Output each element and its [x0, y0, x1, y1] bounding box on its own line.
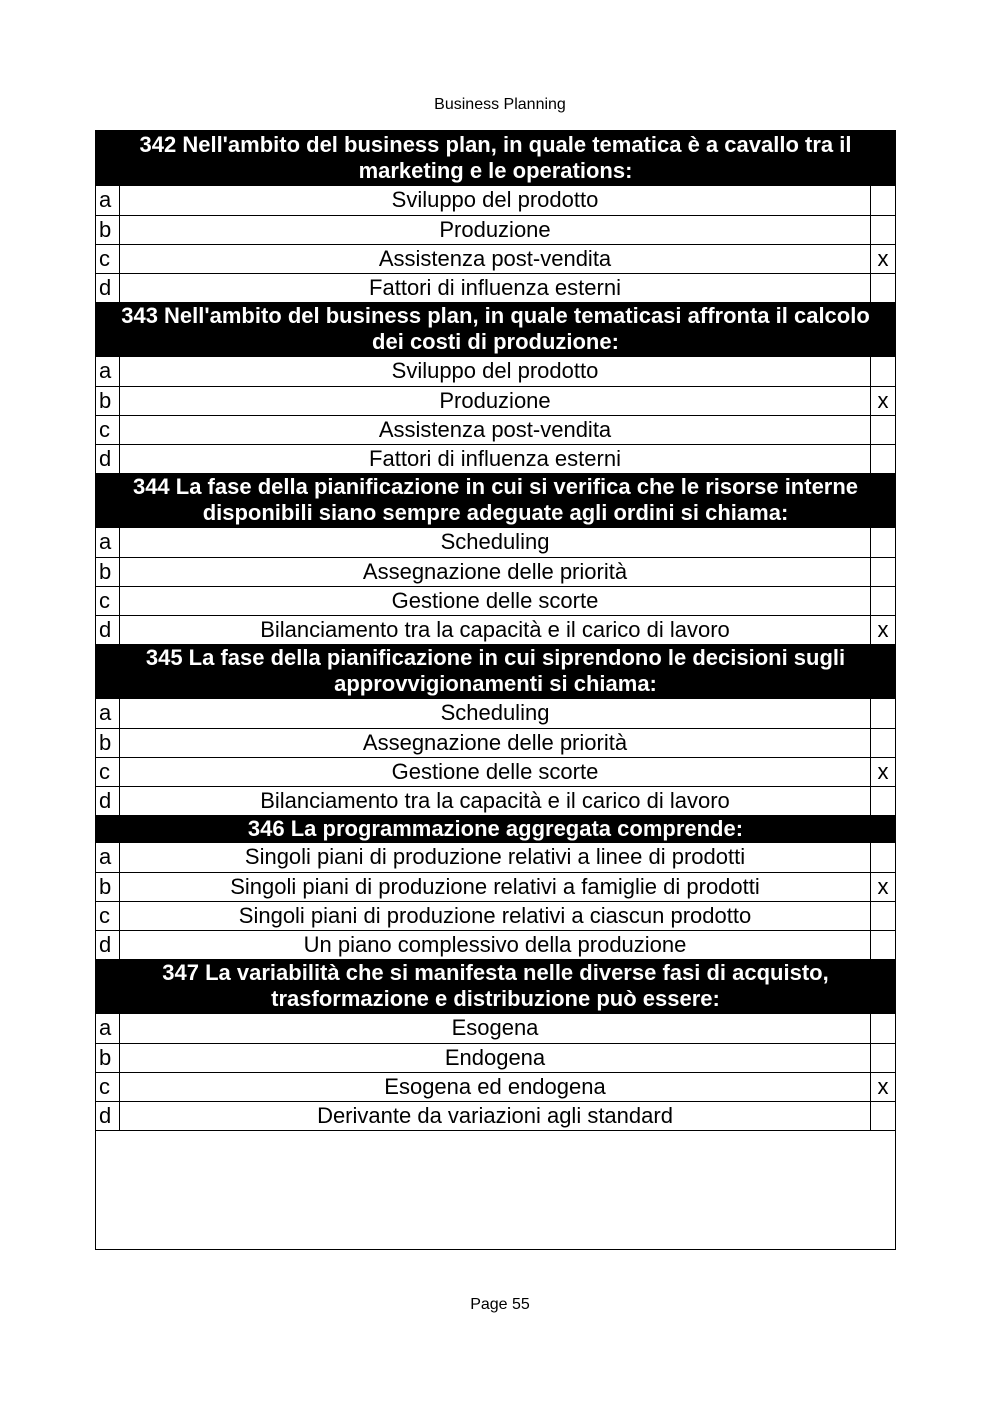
option-letter: b — [96, 216, 120, 244]
option-letter: a — [96, 528, 120, 557]
option-text: Singoli piani di produzione relativi a ciascun prodotto — [120, 902, 871, 930]
option-text: Scheduling — [120, 699, 871, 728]
question-block — [96, 644, 895, 815]
answer-mark: x — [877, 246, 889, 271]
option-letter: c — [96, 758, 120, 786]
question-block — [96, 302, 895, 473]
option-text: Singoli piani di produzione relativi a famiglie di prodotti — [120, 873, 871, 901]
option-row — [96, 901, 895, 930]
option-letter: b — [96, 873, 120, 901]
option-text: Bilanciamento tra la capacità e il carico di lavoro — [120, 787, 871, 815]
option-letter: d — [96, 931, 120, 959]
option-letter: c — [96, 1073, 120, 1101]
option-row — [96, 357, 895, 386]
option-row — [96, 1101, 895, 1130]
option-row — [96, 930, 895, 959]
answer-mark — [871, 186, 895, 215]
option-letter: c — [96, 245, 120, 273]
option-letter: d — [96, 1102, 120, 1130]
option-letter: b — [96, 558, 120, 586]
answer-mark — [871, 787, 895, 815]
answer-mark — [871, 729, 895, 757]
option-row — [96, 1043, 895, 1072]
quiz-table — [95, 130, 896, 1250]
option-row — [96, 586, 895, 615]
question-text: 345 La fase della pianificazione in cui siprendono le decisioni sugli approvvigionamenti si chiama: — [96, 644, 895, 699]
option-row — [96, 244, 895, 273]
answer-mark: x — [877, 617, 889, 642]
question-text: 347 La variabilità che si manifesta nelle diverse fasi di acquisto, trasformazione e distribuzione può essere: — [96, 959, 895, 1014]
option-row — [96, 872, 895, 901]
option-letter: a — [96, 843, 120, 872]
option-text: Sviluppo del prodotto — [120, 186, 871, 215]
option-text: Bilanciamento tra la capacità e il carico di lavoro — [120, 616, 871, 644]
question-text: 344 La fase della pianificazione in cui si verifica che le risorse interne disponibili siano sempre adeguate agli ordini si chiama: — [96, 473, 895, 528]
answer-mark — [871, 445, 895, 473]
page-header: Business Planning — [434, 96, 566, 113]
answer-mark — [871, 699, 895, 728]
option-row — [96, 415, 895, 444]
option-row — [96, 843, 895, 872]
answer-mark — [871, 931, 895, 959]
option-text: Assistenza post-vendita — [120, 416, 871, 444]
answer-mark: x — [877, 759, 889, 784]
question-block — [96, 473, 895, 644]
option-text: Un piano complessivo della produzione — [120, 931, 871, 959]
option-letter: b — [96, 1044, 120, 1072]
option-text: Assegnazione delle priorità — [120, 558, 871, 586]
question-text: 342 Nell'ambito del business plan, in quale tematica è a cavallo tra il marketing e le operations: — [96, 131, 895, 186]
option-row — [96, 1014, 895, 1043]
answer-mark — [871, 1014, 895, 1043]
answer-mark — [871, 902, 895, 930]
option-row — [96, 386, 895, 415]
question-text: 343 Nell'ambito del business plan, in quale tematicasi affronta il calcolo dei costi di produzione: — [96, 302, 895, 357]
option-row — [96, 786, 895, 815]
option-letter: c — [96, 416, 120, 444]
answer-mark — [871, 216, 895, 244]
option-letter: c — [96, 902, 120, 930]
question-block — [96, 815, 895, 959]
option-text: Gestione delle scorte — [120, 587, 871, 615]
option-letter: c — [96, 587, 120, 615]
option-text: Assistenza post-vendita — [120, 245, 871, 273]
option-row — [96, 557, 895, 586]
answer-mark — [871, 357, 895, 386]
option-text: Esogena — [120, 1014, 871, 1043]
question-block — [96, 131, 895, 302]
answer-mark — [871, 1102, 895, 1130]
option-text: Endogena — [120, 1044, 871, 1072]
answer-mark: x — [877, 1074, 889, 1099]
option-letter: b — [96, 387, 120, 415]
answer-mark — [871, 843, 895, 872]
answer-mark — [871, 528, 895, 557]
option-row — [96, 528, 895, 557]
page-number: Page 55 — [470, 1296, 530, 1313]
answer-mark — [871, 416, 895, 444]
option-row — [96, 186, 895, 215]
option-letter: a — [96, 699, 120, 728]
option-letter: d — [96, 274, 120, 302]
option-row — [96, 699, 895, 728]
question-block — [96, 959, 895, 1130]
option-row — [96, 728, 895, 757]
option-letter: a — [96, 357, 120, 386]
option-text: Assegnazione delle priorità — [120, 729, 871, 757]
answer-mark — [871, 558, 895, 586]
option-text: Gestione delle scorte — [120, 758, 871, 786]
empty-area — [96, 1130, 895, 1249]
answer-mark: x — [877, 874, 889, 899]
option-text: Derivante da variazioni agli standard — [120, 1102, 871, 1130]
option-row — [96, 273, 895, 302]
option-letter: a — [96, 1014, 120, 1043]
option-text: Singoli piani di produzione relativi a linee di prodotti — [120, 843, 871, 872]
answer-mark — [871, 587, 895, 615]
option-text: Produzione — [120, 387, 871, 415]
option-text: Scheduling — [120, 528, 871, 557]
option-text: Produzione — [120, 216, 871, 244]
option-letter: d — [96, 445, 120, 473]
option-row — [96, 1072, 895, 1101]
question-text: 346 La programmazione aggregata comprende: — [96, 815, 895, 843]
answer-mark — [871, 274, 895, 302]
option-row — [96, 444, 895, 473]
option-text: Fattori di influenza esterni — [120, 274, 871, 302]
option-row — [96, 615, 895, 644]
option-text: Fattori di influenza esterni — [120, 445, 871, 473]
option-row — [96, 757, 895, 786]
option-letter: d — [96, 616, 120, 644]
option-text: Esogena ed endogena — [120, 1073, 871, 1101]
answer-mark: x — [877, 388, 889, 413]
answer-mark — [871, 1044, 895, 1072]
option-letter: a — [96, 186, 120, 215]
option-letter: b — [96, 729, 120, 757]
option-row — [96, 215, 895, 244]
option-letter: d — [96, 787, 120, 815]
option-text: Sviluppo del prodotto — [120, 357, 871, 386]
